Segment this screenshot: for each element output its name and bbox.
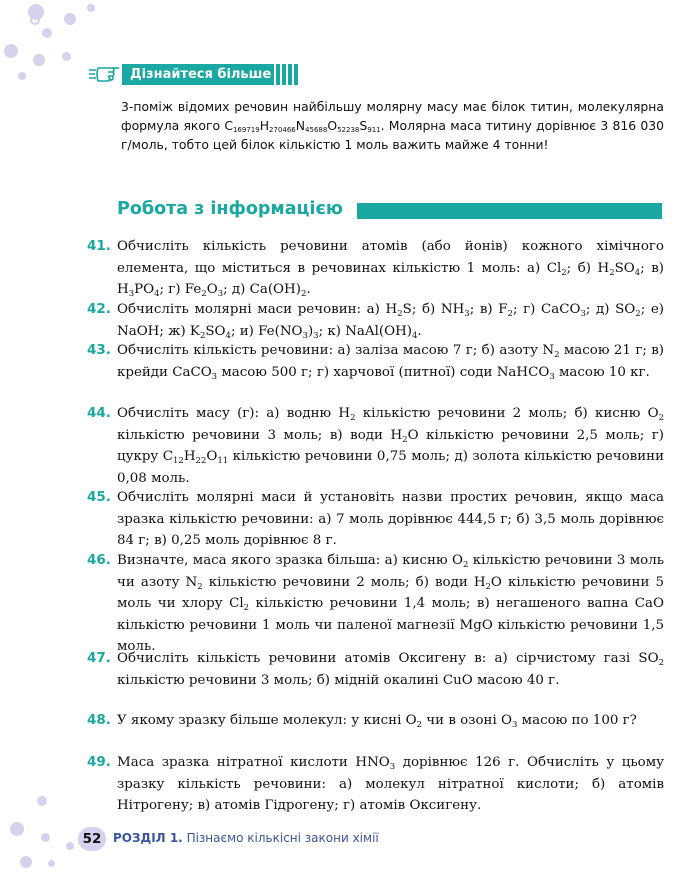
text-segment: PO: [134, 282, 155, 297]
decor-circle: [87, 4, 95, 12]
text-segment: кількістю речовини 2 моль; б) води H: [202, 574, 486, 590]
decor-circle: [62, 52, 71, 61]
subscript: 2: [402, 434, 408, 445]
decor-circle: [64, 13, 76, 25]
exercise-text: [117, 752, 664, 817]
text-segment: .: [417, 323, 422, 339]
exercise-text: [117, 236, 664, 301]
text-segment: ; б) H: [566, 260, 610, 276]
subscript: 2: [635, 309, 641, 319]
exercise-text: [117, 648, 664, 691]
subscript: 3: [211, 371, 218, 382]
text-segment: Обчисліть кількість речовини атомів Оксигену в: а) сірчистому газі SO: [117, 651, 659, 666]
text-segment: .: [306, 282, 311, 297]
chapter-label: РОЗДІЛ 1.: [113, 831, 183, 845]
text-segment: ; г) Fe: [159, 282, 202, 297]
decor-circle: [30, 15, 40, 25]
subscript: 3: [464, 309, 470, 319]
exercise-number: 45.: [87, 489, 111, 505]
text-segment: O: [206, 282, 218, 297]
footer-chapter: [113, 831, 379, 845]
exercise-number: 46.: [87, 552, 111, 568]
subscript: 2: [507, 309, 513, 319]
section-title-bar: [357, 203, 662, 219]
formula-subscript: 169719: [232, 126, 260, 134]
formula-element: S: [359, 118, 368, 133]
formula-element: H: [259, 118, 270, 133]
text-segment: Обчисліть молярні маси речовин: а) H: [117, 302, 398, 317]
learn-more-text-start: 3-поміж відомих речовин найбільшу молярну масу має білок титин, молекулярна формула якого: [121, 99, 664, 133]
exercise-number: 48.: [87, 712, 111, 728]
exercise-item: [87, 648, 664, 691]
subscript: 11: [217, 456, 229, 466]
learn-more-text: [121, 97, 664, 154]
subscript: 2: [554, 350, 560, 360]
exercise-number: 43.: [87, 342, 111, 358]
subscript: 22: [195, 456, 207, 466]
subscript: 3: [512, 720, 518, 730]
decor-circle: [18, 72, 26, 80]
text-segment: масою по 100 г?: [517, 713, 637, 728]
exercise-item: [87, 710, 664, 732]
exercise-text: [117, 340, 664, 383]
formula-subscript: 45688: [305, 126, 328, 134]
text-segment: кількістю речовини 3 моль; б) мідній окалині CuO масою 40 г.: [117, 672, 560, 688]
exercise-number: 44.: [87, 405, 111, 421]
exercise-text: [117, 710, 664, 732]
formula-element: N: [295, 118, 306, 133]
text-segment: кількістю речовини 2 моль; б) кисню O: [355, 406, 659, 421]
chapter-title: Пізнаємо кількісні закони хімії: [186, 831, 379, 845]
subscript: 2: [350, 413, 356, 423]
titin-formula: [224, 118, 380, 133]
hand-pointing-icon: [87, 63, 121, 85]
text-segment: Визначте, маса якого зразка більша: а) кисню O: [117, 553, 463, 568]
exercise-number: 42.: [87, 301, 111, 317]
text-segment: кількістю речовини 3 моль; в) води H: [117, 427, 403, 443]
decor-circle: [66, 842, 74, 850]
text-segment: ): [307, 323, 314, 339]
subscript: 4: [411, 330, 418, 341]
exercise-item: [87, 236, 664, 301]
learn-more-text-end: . Молярна маса титину дорівнює 3 816 030 г/моль, тобто цей білок кількістю 1 моль важить майже 4 тонни!: [121, 118, 664, 152]
subscript: 2: [658, 413, 665, 423]
subscript: 3: [389, 762, 396, 772]
text-segment: ; г) CaCO: [512, 302, 581, 317]
text-segment: ; д) SO: [585, 302, 636, 317]
subscript: 4: [225, 330, 231, 341]
text-segment: дорівнює 126 г. Обчисліть у цьому зразку кількість речовини: а) молекул нітратної кислоти; б) атомів Нітрогену; в) атомів Гідрогену; г) атомів Оксигену.: [117, 755, 665, 813]
exercise-text: [117, 403, 664, 489]
text-segment: ; д) Ca(OH): [223, 282, 301, 297]
subscript: 4: [634, 267, 641, 278]
exercise-item: [87, 403, 664, 489]
subscript: 2: [416, 720, 423, 730]
subscript: 2: [485, 581, 491, 592]
subscript: 3: [217, 289, 224, 299]
exercise-text: [117, 550, 664, 658]
text-segment: Обчисліть кількість речовини атомів (або йонів) кожного хімічного елемента, що міститься в речовинах кількістю 1 моль: а) Cl: [117, 239, 664, 276]
subscript: 2: [561, 267, 567, 278]
subscript: 2: [201, 289, 207, 299]
text-segment: Маса зразка нітратної кислоти HNO: [117, 755, 390, 770]
exercise-number: 47.: [87, 650, 111, 666]
text-segment: SO: [205, 323, 226, 339]
text-segment: Обчисліть масу (г): а) водню H: [117, 406, 351, 421]
text-segment: ; е) NaOH; ж) K: [117, 302, 664, 339]
formula-subscript: 270466: [269, 126, 296, 134]
text-segment: S; б) NH: [402, 302, 465, 317]
text-segment: Обчисліть кількість речовини: а) заліза масою 7 г; б) азоту N: [117, 343, 555, 358]
text-segment: O: [206, 449, 218, 464]
exercise-text: [117, 487, 664, 552]
exercise-item: [87, 550, 664, 658]
subscript: 3: [580, 309, 586, 319]
text-segment: O кількістю речовини 2,5 моль; г) цукру C: [117, 427, 664, 464]
exercise-number: 41.: [87, 238, 111, 254]
subscript: 3: [313, 330, 319, 341]
text-segment: кількістю речовини 0,75 моль; д) золота кількістю речовини 0,08 моль.: [117, 449, 664, 486]
subscript: 12: [173, 456, 184, 466]
exercise-item: [87, 299, 664, 342]
subscript: 2: [197, 581, 203, 592]
text-segment: Обчисліть молярні маси й установіть назви простих речовин, якщо маса зразка кількістю речовини: а) 7 моль дорівнює 444,5 г; б) 3,5 моль дорівнює 84 г; в) 0,25 моль дорівнює 8 г.: [117, 490, 664, 548]
exercise-text: [117, 299, 664, 342]
text-segment: ; и) Fe(NO: [230, 323, 303, 339]
text-segment: чи в озоні O: [422, 713, 512, 728]
section-title: Робота з інформацією: [117, 199, 343, 219]
subscript: 3: [128, 289, 135, 299]
subscript: 3: [302, 330, 308, 341]
text-segment: масою 500 г; г) харчової (питної) соди NaHCO: [217, 364, 550, 380]
subscript: 2: [199, 330, 206, 341]
banner-stripes: [276, 64, 300, 85]
exercise-number: 49.: [87, 754, 111, 770]
subscript: 2: [609, 267, 615, 278]
exercise-item: [87, 487, 664, 552]
formula-subscript: 911: [367, 126, 381, 134]
decor-circle: [4, 44, 18, 58]
text-segment: кількістю речовини 1,4 моль; в) негашеного вапна CaO кількістю речовини 1 моль чи паленої магнезії MgO кількістю речовини 1,5 моль.: [117, 596, 664, 654]
text-segment: кількістю речовини 3 моль чи азоту N: [117, 553, 665, 590]
decor-circle: [42, 28, 52, 38]
formula-element: O: [327, 118, 338, 133]
decor-circle: [37, 796, 47, 806]
text-segment: ; в) F: [469, 302, 508, 317]
text-segment: SO: [614, 260, 635, 276]
text-segment: ; к) NaAl(OH): [318, 323, 412, 339]
exercise-item: [87, 752, 664, 817]
subscript: 4: [154, 289, 160, 299]
decor-circle: [33, 54, 45, 66]
text-segment: ; в) H: [117, 260, 664, 297]
subscript: 2: [397, 309, 403, 319]
text-segment: У якому зразку більше молекул: у кисні O: [117, 713, 417, 728]
exercise-item: [87, 340, 664, 383]
learn-more-banner: Дізнайтеся більше: [122, 64, 274, 85]
decor-circle: [48, 860, 55, 867]
text-segment: масою 10 кг.: [554, 364, 650, 380]
subscript: 2: [658, 658, 664, 668]
subscript: 2: [300, 289, 307, 299]
text-segment: O кількістю речовини 5 моль чи хлору Cl: [117, 574, 664, 611]
decor-circle: [10, 822, 24, 836]
decor-circle: [20, 856, 32, 868]
subscript: 2: [243, 603, 250, 613]
text-segment: H: [183, 449, 196, 464]
formula-subscript: 52238: [337, 126, 360, 134]
subscript: 2: [462, 560, 469, 570]
decor-circle: [41, 833, 50, 842]
text-segment: масою 21 г; в) крейди CaCO: [117, 343, 664, 380]
subscript: 3: [549, 371, 555, 382]
formula-element: C: [224, 118, 233, 133]
page-number: 52: [78, 827, 106, 851]
